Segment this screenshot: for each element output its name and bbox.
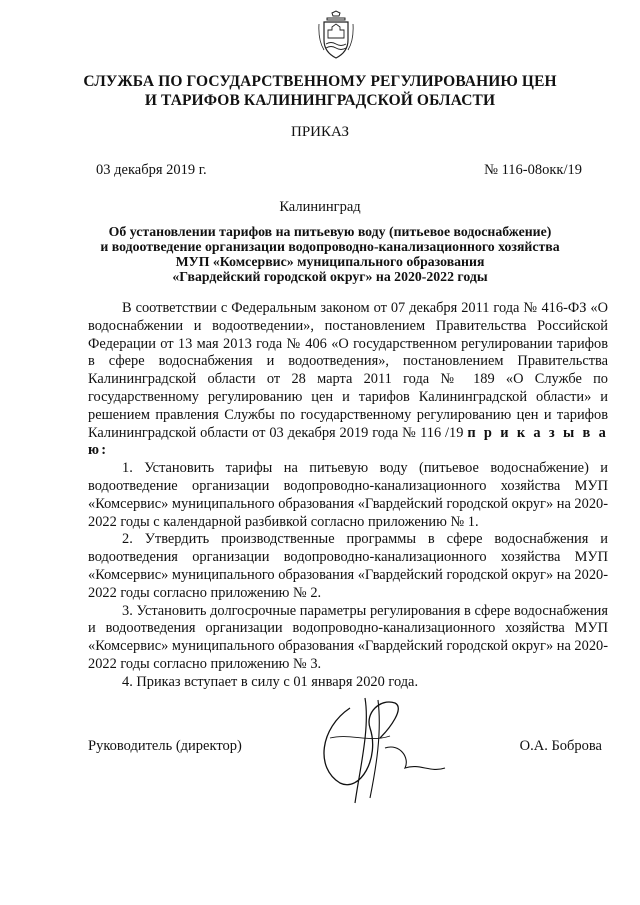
organization-title: [60, 72, 580, 110]
document-date: 03 декабря 2019 г.: [96, 162, 207, 178]
order-item-2: 2. Утвердить производственные программы в сфере водоснабжения и водоотведения организации водопроводно-канализационного хозяйства МУП «Комсервис» муниципального образования «Гвардейский городской округ» на 2020-2022 годы согласно приложению № 2.: [88, 531, 609, 601]
subject-line: и водоотведение организации водопроводно-канализационного хозяйства: [100, 239, 560, 254]
preamble-text: В соответствии с Федеральным законом от 07 декабря 2011 года № 416-ФЗ «О водоснабжении и водоотведении», постановлением Правительства Российской Федерации от 13 мая 2013 года № 406 «О государственном регулировании тарифов в сфере водоснабжения и водоотведения», постановлением Правительства Калининградской области от 28 марта 2011 года № 189 «О Службе по государственному регулированию цен и тарифов Калининградской области» и решением правления Службы по государственному регулированию цен и тарифов Калининградской области от 03 декабря 2019 года № 116 /19: [88, 300, 608, 441]
subject-line: Об установлении тарифов на питьевую воду (питьевое водоснабжение): [108, 224, 552, 239]
coat-of-arms-icon: [318, 10, 354, 60]
subject-line: МУП «Комсервис» муниципального образования: [175, 254, 485, 269]
document-body: [88, 300, 608, 692]
signer-name: О.А. Боброва: [519, 738, 602, 754]
document-city: Калининград: [279, 199, 361, 215]
order-item-3: 3. Установить долгосрочные параметры регулирования в сфере водоснабжения и водоотведения организации водопроводно-канализационного хозяйства МУП «Комсервис» муниципального образования «Гвардейский городской округ» на 2020-2022 годы согласно приложению № 3.: [88, 602, 609, 672]
subject-line: «Гвардейский городской округ» на 2020-2022 годы: [172, 269, 488, 284]
preamble-paragraph: [88, 300, 608, 460]
organization-title-line1: СЛУЖБА ПО ГОСУДАРСТВЕННОМУ РЕГУЛИРОВАНИЮ ЦЕН: [83, 73, 557, 90]
handwritten-signature: [310, 688, 450, 808]
document-type: ПРИКАЗ: [291, 124, 349, 140]
order-item-4: 4. Приказ вступает в силу с 01 января 2020 года.: [122, 673, 419, 690]
decree-word: п р и к а з ы в а ю:: [88, 424, 608, 459]
document-subject: [80, 224, 580, 284]
order-item-1: 1. Установить тарифы на питьевую воду (питьевое водоснабжение) и водоотведение организации водопроводно-канализационного хозяйства МУП «Комсервис» муниципального образования «Гвардейский городской округ» на 2020-2022 годы с календарной разбивкой согласно приложению № 1.: [88, 460, 609, 530]
organization-title-line2: И ТАРИФОВ КАЛИНИНГРАДСКОЙ ОБЛАСТИ: [144, 92, 496, 109]
signer-position: Руководитель (директор): [88, 738, 242, 754]
document-number: № 116-08окк/19: [484, 162, 582, 178]
